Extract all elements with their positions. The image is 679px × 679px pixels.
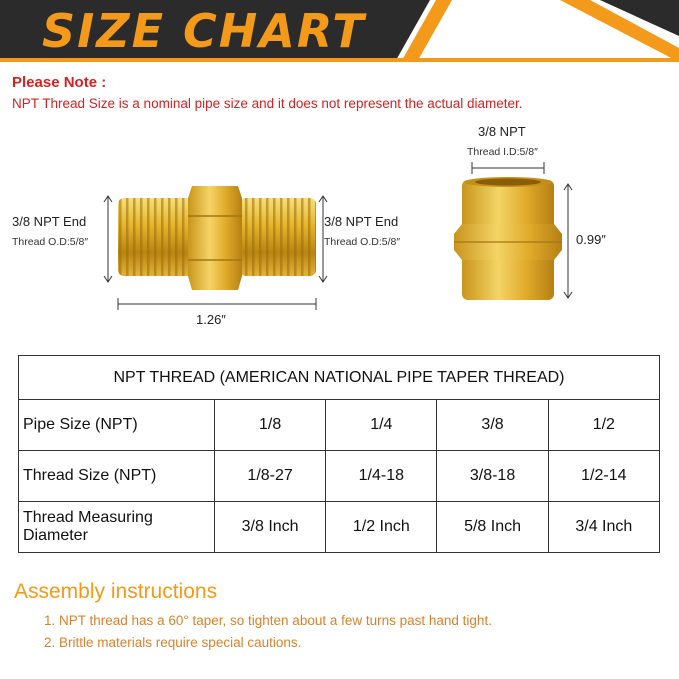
list-item: 2. Brittle materials require special cautions. bbox=[44, 635, 302, 650]
table-cell: 3/8-18 bbox=[437, 451, 548, 502]
page-title: SIZE CHART bbox=[42, 4, 366, 58]
table-cell: 1/8 bbox=[215, 400, 326, 451]
table-cell: 3/8 bbox=[437, 400, 548, 451]
table-cell: 1/2-14 bbox=[548, 451, 659, 502]
table-caption: NPT THREAD (AMERICAN NATIONAL PIPE TAPER THREAD) bbox=[19, 356, 660, 400]
left-dimension-line bbox=[104, 196, 112, 282]
row-head-thread-size: Thread Size (NPT) bbox=[19, 451, 215, 502]
table-row bbox=[19, 451, 660, 502]
assembly-title: Assembly instructions bbox=[14, 580, 218, 603]
table-cell: 1/2 bbox=[548, 400, 659, 451]
table-row bbox=[19, 400, 660, 451]
row-head-line: Thread Measuring bbox=[23, 509, 153, 526]
table-cell: 1/4 bbox=[326, 400, 437, 451]
length-label: 1.26″ bbox=[196, 312, 226, 327]
note-text: NPT Thread Size is a nominal pipe size and it does not represent the actual diameter. bbox=[12, 96, 523, 111]
hex-nipple-icon bbox=[118, 186, 316, 290]
table-cell: 1/2 Inch bbox=[326, 502, 437, 553]
coupling-icon bbox=[454, 177, 562, 300]
left-end-label: 3/8 NPT End bbox=[12, 214, 87, 229]
table-cell: 5/8 Inch bbox=[437, 502, 548, 553]
right-end-sub: Thread O.D:5/8″ bbox=[324, 236, 401, 248]
table-cell: 1/4-18 bbox=[326, 451, 437, 502]
right-end-label: 3/8 NPT End bbox=[324, 214, 399, 229]
coupling-height-dimension bbox=[564, 184, 572, 298]
table-row bbox=[19, 502, 660, 553]
row-head-pipe-size: Pipe Size (NPT) bbox=[19, 400, 215, 451]
list-item: 1. NPT thread has a 60° taper, so tighten about a few turns past hand tight. bbox=[44, 613, 492, 628]
header-banner bbox=[0, 0, 679, 62]
note-title: Please Note : bbox=[12, 74, 107, 91]
coupling-height-label: 0.99″ bbox=[576, 232, 606, 247]
coupling-top-label: 3/8 NPT bbox=[478, 124, 526, 139]
assembly-list bbox=[44, 613, 492, 657]
npt-thread-table bbox=[18, 355, 660, 553]
row-head-line: Diameter bbox=[23, 527, 88, 544]
coupling-top-sub: Thread I.D:5/8″ bbox=[467, 146, 538, 158]
coupling-top-dimension bbox=[472, 162, 544, 174]
table-caption-row bbox=[19, 356, 660, 400]
fittings-illustration bbox=[0, 118, 679, 348]
left-end-sub: Thread O.D:5/8″ bbox=[12, 236, 89, 248]
table-cell: 3/8 Inch bbox=[215, 502, 326, 553]
row-head-measuring-diameter bbox=[19, 502, 215, 553]
length-dimension-line bbox=[118, 298, 316, 310]
table-cell: 3/4 Inch bbox=[548, 502, 659, 553]
table-cell: 1/8-27 bbox=[215, 451, 326, 502]
